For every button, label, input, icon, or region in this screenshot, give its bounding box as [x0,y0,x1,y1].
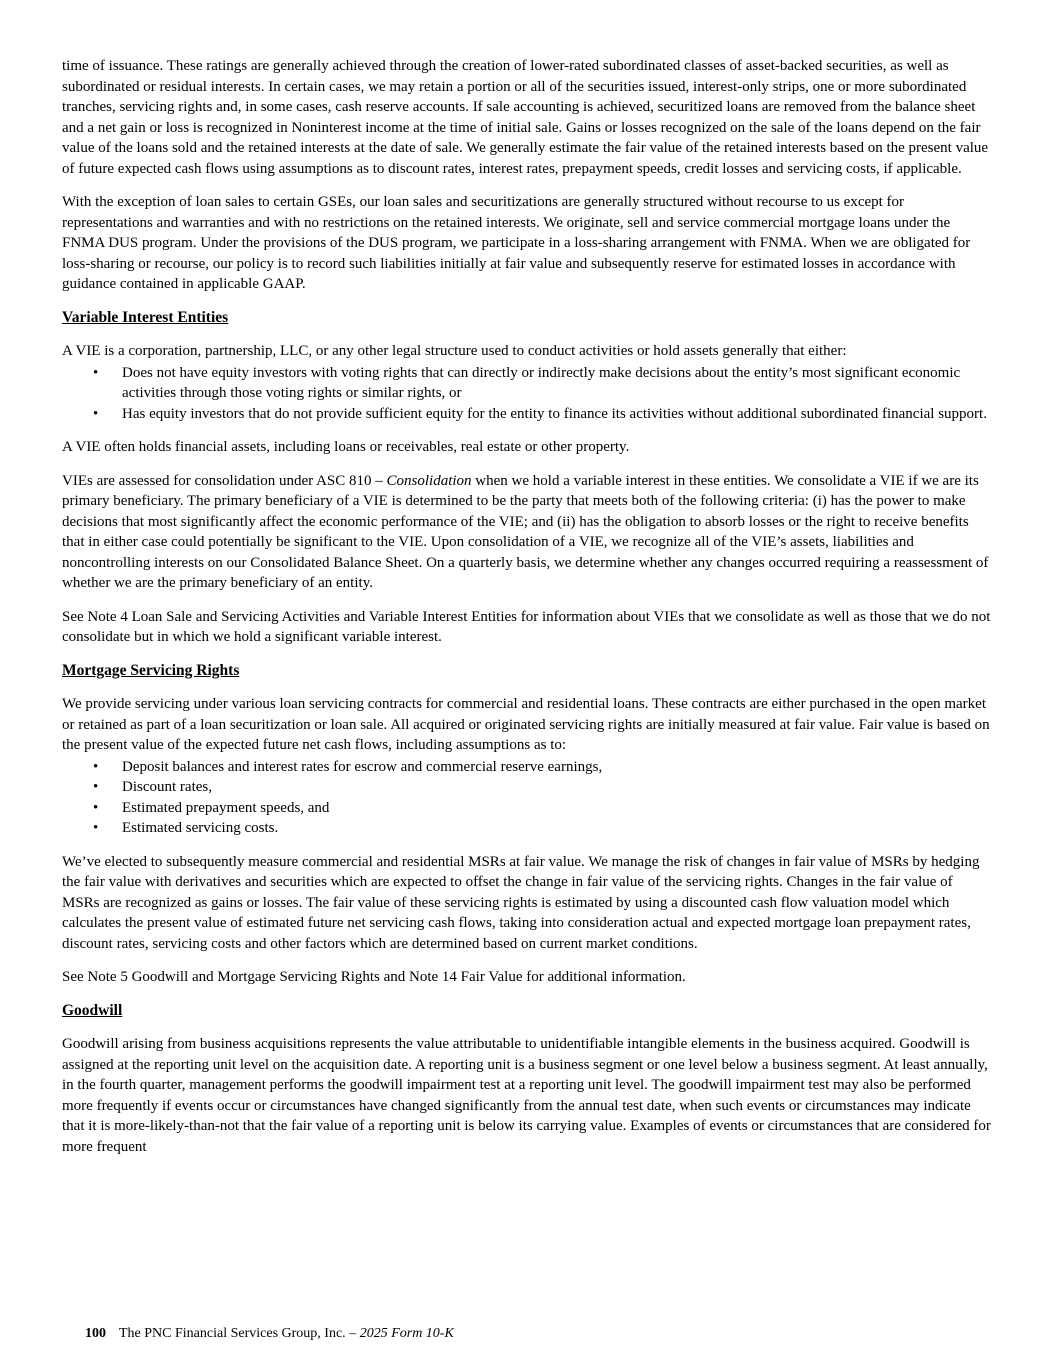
paragraph-vie-holds: A VIE often holds financial assets, including loans or receivables, real estate or other property. [62,439,630,455]
heading-goodwill: Goodwill [62,1001,123,1019]
paragraph-vie-definition: A VIE is a corporation, partnership, LLC, or any other legal structure used to conduct activities or hold assets generally that either: [62,343,847,359]
list-item [62,798,993,819]
bullet-icon: • [93,405,99,422]
list-item-text: Estimated servicing costs. [122,820,279,836]
bullet-icon: • [93,758,99,775]
bullet-list-msr [62,757,993,839]
list-item [62,363,993,404]
list-item-text: Discount rates, [122,779,212,795]
list-item-text: Does not have equity investors with voting rights that can directly or indirectly make decisions about the entity’s most significant economic activities through those voting rights or similar rights, or [122,364,961,401]
bullet-icon: • [93,799,99,816]
heading-mortgage-servicing-rights: Mortgage Servicing Rights [62,661,240,679]
list-item-text: Estimated prepayment speeds, and [122,799,330,816]
page-footer [85,1325,454,1343]
bullet-icon: • [93,779,99,795]
bullet-icon: • [93,364,99,381]
list-item [62,757,993,778]
paragraph-note5-reference: See Note 5 Goodwill and Mortgage Servicing Rights and Note 14 Fair Value for additional information. [62,969,686,985]
paragraph-gse-recourse: With the exception of loan sales to certain GSEs, our loan sales and securitizations are generally structured without recourse to us except for representations and warranties and with no restrictions on the retained interests. We originate, sell and service commercial mortgage loans under the FNMA DUS program. Under the provisions of the DUS program, we participate in a loss-sharing arrangement with FNMA. When we are obligated for loss-sharing or recourse, our policy is to record such liabilities initially at fair value and subsequently reserve for estimated losses in accordance with guidance contained in applicable GAAP. [62,194,971,292]
paragraph-goodwill: Goodwill arising from business acquisitions represents the value attributable to unidentifiable intangible elements in the business acquired. Goodwill is assigned at the reporting unit level on the acquisition date. A reporting unit is a business segment or one level below a business segment. At least annually, in the fourth quarter, management performs the goodwill impairment test at a reporting unit level. The goodwill impairment test may also be performed more frequently if events occur or circumstances have changed significantly from the annual test date, when such events or circumstances may indicate that it is more-likely-than-not that the fair value of a reporting unit is below its carrying value. Examples of events or circumstances that are considered for more frequent [62,1036,991,1155]
paragraph-segment: when we hold a variable interest in these entities. We consolidate a VIE if we are its primary beneficiary. The primary beneficiary of a VIE is determined to be the party that meets both of the following criteria: (i) has the power to make decisions that most significantly affect the economic performance of the VIE; and (ii) has the obligation to absorb losses or the right to receive benefits that in either case could potentially be significant to the VIE. Upon consolidation of a VIE, we recognize all of the VIE’s assets, liabilities and noncontrolling interests on our Consolidated Balance Sheet. On a quarterly basis, we determine whether any changes occurred requiring a reassessment of whether we are the primary beneficiary of an entity. [62,472,989,591]
consolidation-term-italic: Consolidation [386,472,472,489]
list-item [62,404,993,425]
paragraph-vie-consolidation [62,471,993,594]
heading-variable-interest-entities: Variable Interest Entities [62,308,229,326]
page-number: 100 [85,1326,106,1341]
paragraph-msr-fair-value: We’ve elected to subsequently measure commercial and residential MSRs at fair value. We manage the risk of changes in fair value of MSRs by hedging the fair value with derivatives and securities which are expected to offset the change in fair value of the servicing rights. Changes in the fair value of MSRs are recognized as gains or losses. The fair value of these servicing rights is estimated by using a discounted cash flow valuation model which calculates the present value of estimated future net servicing cash flows, taking into consideration actual and expected mortgage loan prepayment rates, discount rates, servicing costs and other factors which are determined based on current market conditions. [62,853,980,952]
bullet-icon: • [93,820,99,836]
bullet-list-vie [62,363,993,425]
list-item-text: Has equity investors that do not provide sufficient equity for the entity to finance its activities without additional subordinated financial support. [122,405,987,422]
footer-form-title: 2025 Form 10-K [359,1326,454,1341]
list-item [62,777,993,798]
list-item [62,818,993,839]
paragraph-msr-intro: We provide servicing under various loan servicing contracts for commercial and residential loans. These contracts are either purchased in the open market or retained as part of a loan securitization or loan sale. All acquired or originated servicing rights are initially measured at fair value. Fair value is based on the present value of the expected future net cash flows, including assumptions as to: [62,696,990,753]
footer-company-name: The PNC Financial Services Group, Inc. – [119,1326,360,1341]
paragraph-securitization-ratings: time of issuance. These ratings are generally achieved through the creation of lower-rated subordinated classes of asset-backed securities, as well as subordinated or residual interests. In certain cases, we may retain a portion or all of the securities issued, interest-only strips, one or more subordinated tranches, servicing rights and, in some cases, cash reserve accounts. If sale accounting is achieved, securitized loans are removed from the balance sheet and a net gain or loss is recognized in Noninterest income at the time of initial sale. Gains or losses recognized on the sale of the loans depend on the fair value of the loans sold and the retained interests at the date of sale. We generally estimate the fair value of the retained interests based on the present value of future expected cash flows using assumptions as to discount rates, interest rates, prepayment speeds, credit losses and servicing costs, if applicable. [62,58,989,177]
paragraph-segment: VIEs are assessed for consolidation under ASC 810 – [62,472,387,489]
paragraph-note4-reference: See Note 4 Loan Sale and Servicing Activities and Variable Interest Entities for information about VIEs that we consolidate as well as those that we do not consolidate but in which we hold a significant variable interest. [62,608,991,645]
list-item-text: Deposit balances and interest rates for escrow and commercial reserve earnings, [122,758,603,775]
